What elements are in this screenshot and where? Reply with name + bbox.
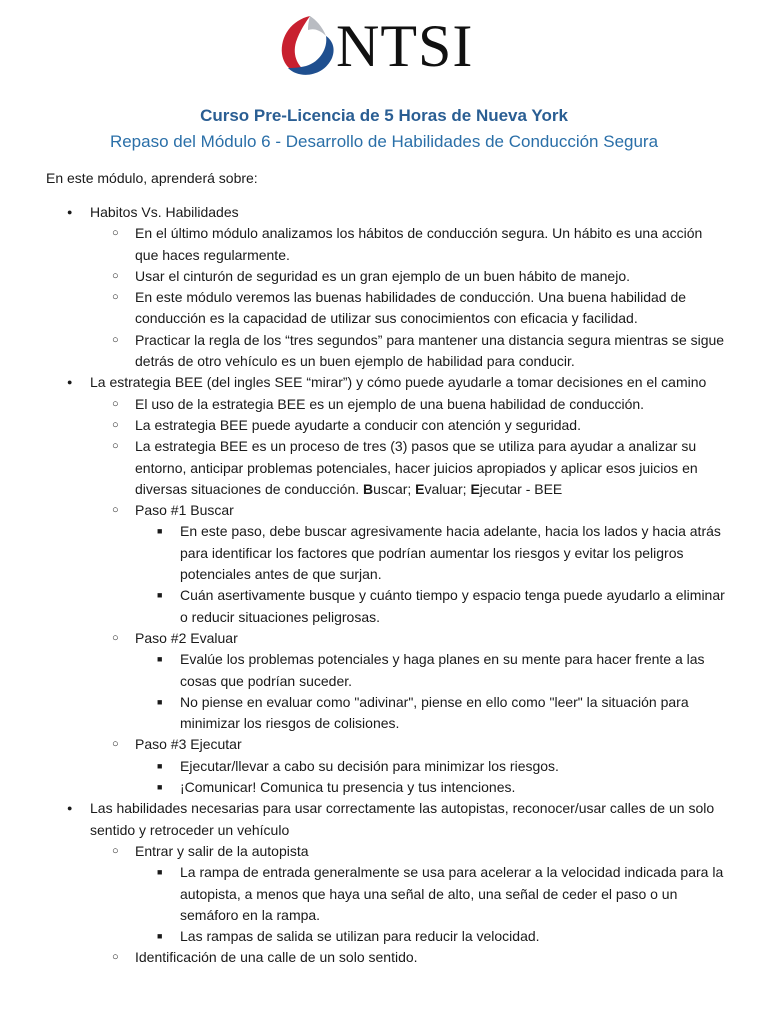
bee-acronym [363,481,562,497]
list-item [0,202,768,372]
list-item: ■ No piense en evaluar como "adivinar", piense en ello como "leer" la situación para minimizar los riesgos de colisiones. [135,692,728,735]
bee-evaluar: valuar; [424,480,471,497]
list-item: ○ En el último módulo analizamos los hábitos de conducción segura. Un hábito es una acción que haces regularmente. [90,223,728,266]
section-label: Las habilidades necesarias para usar correctamente las autopistas, reconocer/usar calles de un solo sentido y retroceder un vehículo [90,800,715,838]
step-label: Paso #1 Buscar [135,502,234,519]
bee-letter-b: B [363,480,374,497]
list-item [90,628,728,734]
list-item [0,372,768,798]
bee-description: La estrategia BEE es un proceso de tres (3) pasos que se utiliza para ayudar a analizar su entorno, anticipar problemas potenciales, hacer juicios apropiados y aplicar esos juicios en diversas situaciones de conducción. [135,438,698,497]
bee-letter-e: E [415,480,425,497]
document-subtitle: Repaso del Módulo 6 - Desarrollo de Habilidades de Conducción Segura [109,132,659,151]
list-item: ○ Identificación de una calle de un solo sentido. [90,947,728,968]
logo-text: NTSI [336,13,474,79]
step-label: Paso #3 Ejecutar [135,736,242,753]
list-item [90,500,728,628]
list-item: ○ Practicar la regla de los “tres segundos” para mantener una distancia segura mientras se sigue detrás de otro vehículo es un buen ejemplo de habilidad para conducir. [90,330,728,373]
list-item: ○ Usar el cinturón de seguridad es un gran ejemplo de un buen hábito de manejo. [90,266,728,287]
step-label: Paso #2 Evaluar [135,629,238,646]
section-label: La estrategia BEE (del ingles SEE “mirar”) y cómo puede ayudarle a tomar decisiones en el camino [90,374,707,391]
list-item: ■ La rampa de entrada generalmente se usa para acelerar a la velocidad indicada para la autopista, a menos que haya una señal de alto, una señal de ceder el paso o un semáforo en la rampa. [135,862,728,926]
list-item: ■ Ejecutar/llevar a cabo su decisión para minimizar los riesgos. [135,756,728,777]
list-item: ○ La estrategia BEE puede ayudarte a conducir con atención y seguridad. [90,415,728,436]
list-item [90,841,728,947]
bee-ejecutar: jecutar - BEE [479,480,563,497]
list-item: ■ Las rampas de salida se utilizan para reducir la velocidad. [135,926,728,947]
list-item: ■ ¡Comunicar! Comunica tu presencia y tus intenciones. [135,777,728,798]
list-item: ○ El uso de la estrategia BEE es un ejemplo de una buena habilidad de conducción. [90,394,728,415]
list-item: ■ Cuán asertivamente busque y cuánto tiempo y espacio tenga puede ayudarlo a eliminar o reducir situaciones peligrosas. [135,585,728,628]
bee-buscar: uscar; [373,480,416,497]
list-item: ■ En este paso, debe buscar agresivamente hacia adelante, hacia los lados y hacia atrás para identificar los factores que podrían aumentar los riesgos y evitar los peligros potenciales antes de que surjan. [135,521,728,585]
list-item [90,734,728,798]
ntsi-swoosh-icon [270,10,342,82]
document-title: Curso Pre-Licencia de 5 Horas de Nueva York [200,106,568,125]
section-label: Habitos Vs. Habilidades [90,204,239,220]
bee-letter-e: E [470,480,480,497]
list-item: ■ Evalúe los problemas potenciales y haga planes en su mente para hacer frente a las cosas que podrían suceder. [135,649,728,692]
ntsi-logo [270,10,500,82]
list-item: ○ En este módulo veremos las buenas habilidades de conducción. Una buena habilidad de conducción es la capacidad de utilizar sus conocimientos con eficacia y facilidad. [90,287,728,330]
list-item [90,436,728,500]
list-item [0,798,768,968]
intro-text: En este módulo, aprenderá sobre: [46,170,258,186]
module-outline [0,202,768,969]
subsection-label: Entrar y salir de la autopista [135,842,309,859]
